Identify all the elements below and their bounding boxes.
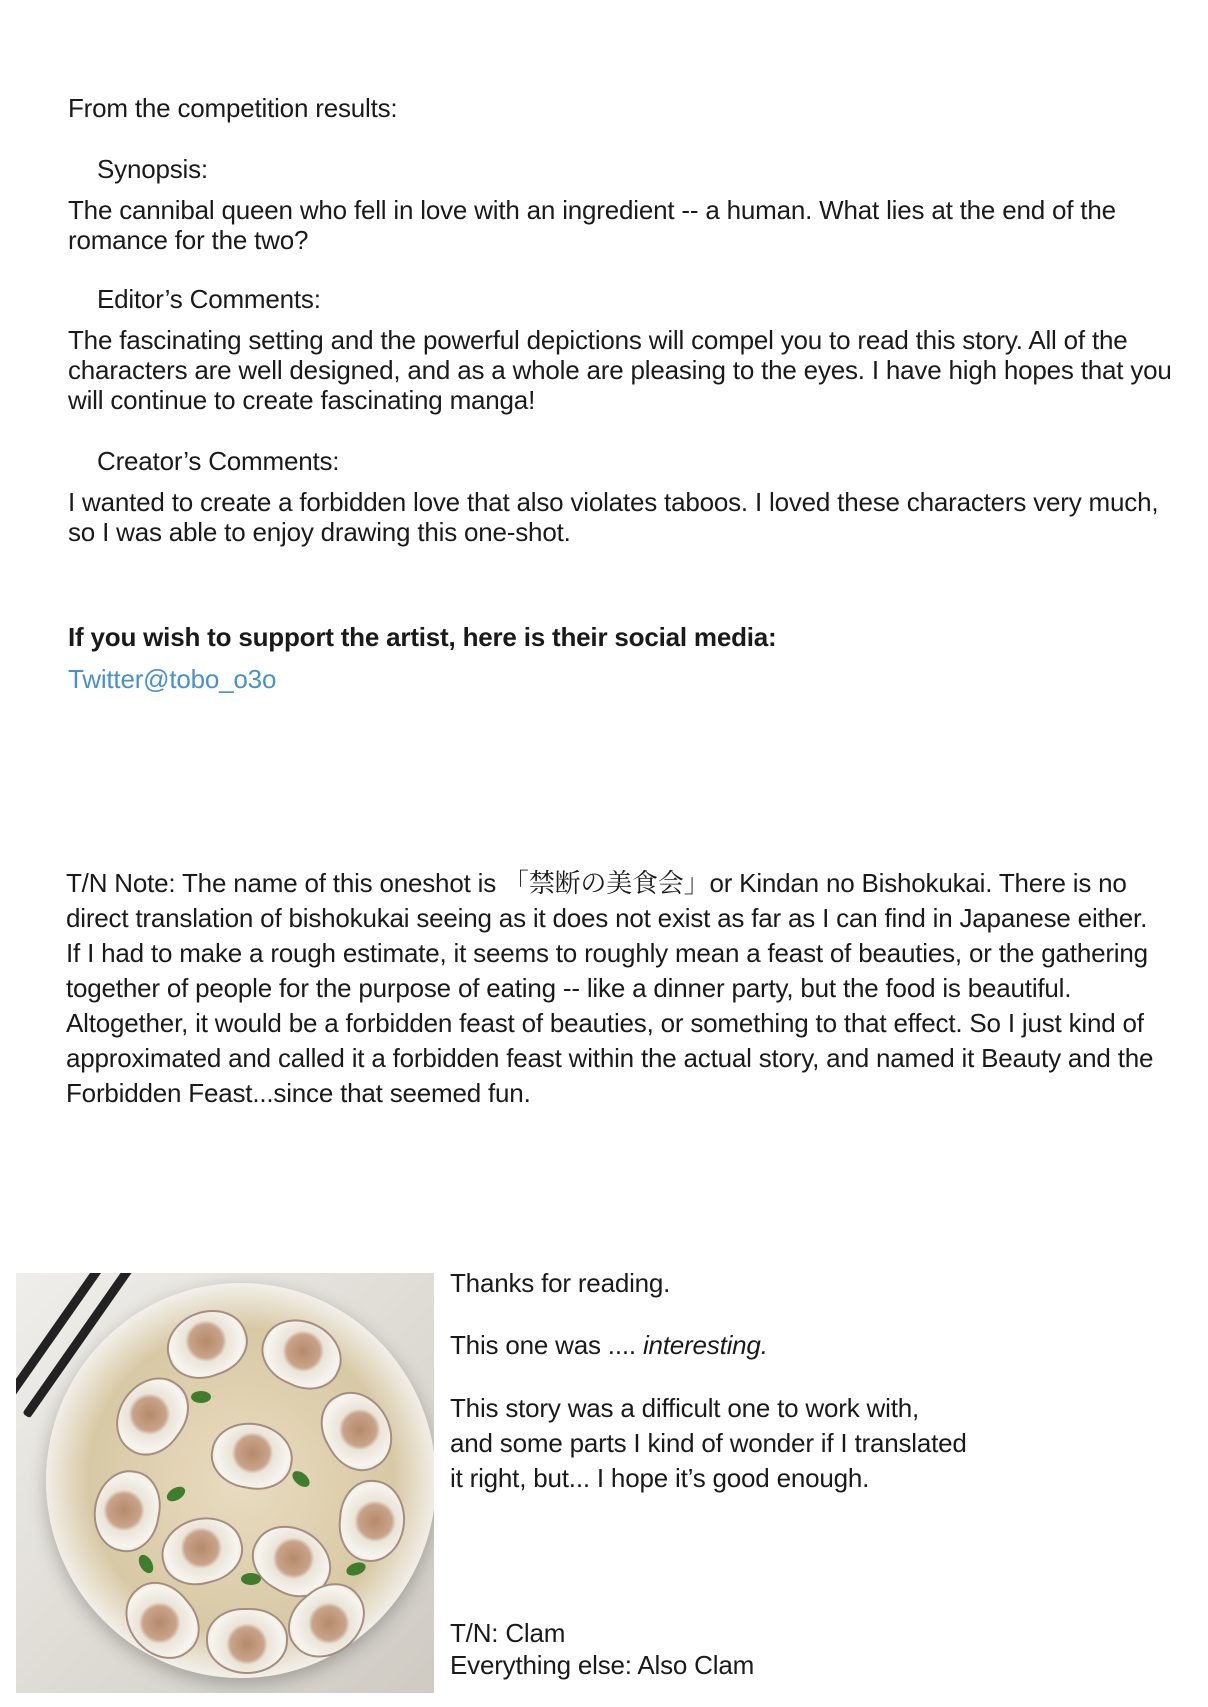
editor-comments-label: Editor’s Comments: xyxy=(97,284,321,314)
synopsis-text-line-1: The cannibal queen who fell in love with an ingredient -- a human. What lies at the end of the xyxy=(68,195,1116,225)
tn-note-line-4: together of people for the purpose of eating -- like a dinner party, but the food is beautiful. xyxy=(66,973,1072,1003)
credit-everything-else: Everything else: Also Clam xyxy=(450,1650,755,1680)
thanks-text: Thanks for reading. xyxy=(450,1268,671,1298)
tn-note-line-7: Forbidden Feast...since that seemed fun. xyxy=(66,1078,531,1108)
credit-tn: T/N: Clam xyxy=(450,1618,566,1648)
tn-note-line-1 xyxy=(66,868,1127,899)
editor-comments-line-3: will continue to create fascinating manga! xyxy=(68,385,536,415)
tn-note-line-3: If I had to make a rough estimate, it seems to roughly mean a feast of beauties, or the gathering xyxy=(66,938,1148,968)
creator-comments-line-2: so I was able to enjoy drawing this one-shot. xyxy=(68,517,571,547)
clam-shell xyxy=(206,1608,288,1674)
editor-comments-line-1: The fascinating setting and the powerful depictions will compel you to read this story. All of the xyxy=(68,325,1128,355)
synopsis-label: Synopsis: xyxy=(97,154,208,184)
competition-heading: From the competition results: xyxy=(68,93,398,123)
creator-comments-line-1: I wanted to create a forbidden love that also violates taboos. I loved these characters very much, xyxy=(68,487,1159,517)
tn-note-suffix: or Kindan no Bishokukai. There is no xyxy=(709,868,1127,898)
difficult-line-3: it right, but... I hope it’s good enough. xyxy=(450,1463,870,1493)
difficult-line-1: This story was a difficult one to work with, xyxy=(450,1393,920,1423)
herb-leaf xyxy=(191,1391,211,1403)
tn-note-line-6: approximated and called it a forbidden feast within the actual story, and named it Beauty and the xyxy=(66,1043,1154,1073)
difficult-line-2: and some parts I kind of wonder if I translated xyxy=(450,1428,967,1458)
interesting-word: interesting. xyxy=(642,1330,768,1360)
herb-leaf xyxy=(241,1573,261,1585)
twitter-link[interactable]: Twitter@tobo_o3o xyxy=(68,664,277,694)
tn-note-line-5: Altogether, it would be a forbidden feast of beauties, or something to that effect. So I just kind of xyxy=(66,1008,1144,1038)
creator-comments-label: Creator’s Comments: xyxy=(97,446,340,476)
support-heading: If you wish to support the artist, here is their social media: xyxy=(68,622,777,652)
interesting-line xyxy=(450,1330,768,1360)
tn-note-line-2: direct translation of bishokukai seeing as it does not exist as far as I can find in Japanese either. xyxy=(66,903,1148,933)
clam-photo xyxy=(16,1273,434,1693)
tn-note-prefix: T/N Note: The name of this oneshot is xyxy=(66,868,504,898)
interesting-prefix: This one was .... xyxy=(450,1330,643,1360)
tn-note-japanese-title: 「禁断の美食会」 xyxy=(503,869,710,899)
editor-comments-line-2: characters are well designed, and as a whole are pleasing to the eyes. I have high hopes that you xyxy=(68,355,1172,385)
synopsis-text-line-2: romance for the two? xyxy=(68,225,309,255)
